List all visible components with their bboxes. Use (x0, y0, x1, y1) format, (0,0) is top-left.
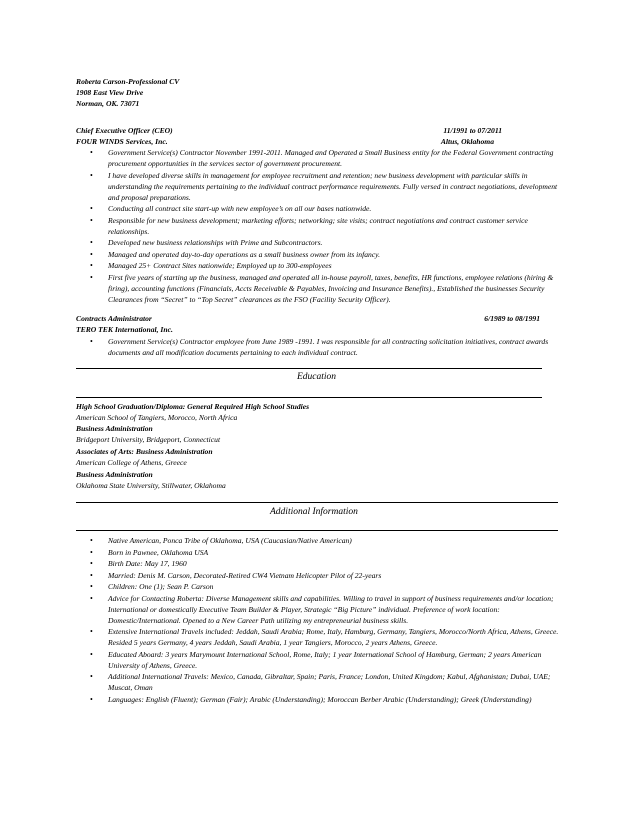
job2-company-row (76, 324, 540, 335)
bullet-icon: • (90, 261, 93, 270)
job2-bullets (76, 336, 560, 359)
job2-title-row (76, 313, 540, 324)
list-item: • Managed and operated day-to-day operations as a small business owner from its infancy. (90, 249, 381, 259)
resume-title: Roberta Carson-Professional CV (76, 77, 180, 86)
bullet-icon: • (90, 593, 93, 603)
list-item: • Children: One (1); Sean P. Carson (90, 582, 214, 591)
education-line: Oklahoma State University, Stillwater, Oklahoma (76, 481, 226, 490)
list-item: • Government Service(s) Contractor November 1991-2011. Managed and Operated a Small Business entity for the Federal Government contracting procurement opportunities in the services sector of government procurement. (90, 148, 554, 168)
list-item: • Born in Pawnee, Oklahoma USA (90, 547, 209, 557)
bullet-icon: • (90, 170, 93, 180)
job2-title: Contracts Administrator (76, 314, 152, 323)
list-item: • Conducting all contract site start-up with new employee’s on all our bases nationwide. (90, 204, 372, 213)
job1-company-row (76, 136, 540, 147)
bullet-icon: • (90, 649, 93, 659)
list-item: • Managed 25+ Contract Sites nationwide; Employed up to 300-employees (90, 261, 332, 270)
bullet-icon: • (90, 148, 93, 157)
list-item: • Government Service(s) Contractor employee from June 1989 -1991. I was responsible for all contracting solicitation initiatives, contract awards documents and all modification documents pertaining to each individual contract. (90, 337, 549, 357)
job2-company: TERO TEK International, Inc. (76, 325, 173, 334)
education-line: High School Graduation/Diploma: General Required High School Studies (76, 402, 310, 411)
list-item: • Languages: English (Fluent); German (Fair); Arabic (Understanding); Moroccan Berber Arabic (Understanding); Greek (Understanding) (90, 694, 532, 704)
job1-location: Altus, Oklahoma (440, 137, 494, 146)
education-line: Associates of Arts: Business Administration (76, 447, 213, 456)
job1-bullets (76, 147, 564, 305)
job1-title-row (76, 125, 540, 136)
education-line: Business Administration (76, 424, 153, 433)
section-divider (76, 368, 542, 369)
list-item: • Native American, Ponca Tribe of Oklahoma, USA (Caucasian/Native American) (90, 536, 352, 545)
list-item: • Developed new business relationships with Prime and Subcontractors. (90, 238, 323, 247)
list-item: • Educated Aboard: 3 years Marymount International School, Rome, Italy; 1 year International School of Hamburg, German; 2 years American University of Athens, Greece. (90, 649, 542, 670)
section-divider (76, 502, 558, 503)
bullet-icon: • (90, 627, 93, 636)
list-item: • Married: Denis M. Carson, Decorated-Retired CW4 Vietnam Helicopter Pilot of 22-years (90, 570, 382, 580)
job1-title: Chief Executive Officer (CEO) (76, 126, 173, 135)
additional-heading: Additional Information (270, 507, 358, 517)
bullet-icon: • (90, 570, 93, 580)
bullet-icon: • (90, 215, 93, 225)
education-line: Bridgeport University, Bridgeport, Connecticut (76, 435, 221, 444)
bullet-icon: • (90, 272, 93, 282)
list-item: • Extensive International Travels included: Jeddah, Saudi Arabia; Rome, Italy, Hamburg, Germany, Tangiers, Morocco/North Africa, Athens, Greece. Resided 5 years Germany, 4 years Jeddah, Saudi Arabia, 1 year Tangiers, Morocco, 2 years Athens, Greece. (90, 627, 559, 647)
bullet-icon: • (90, 204, 93, 213)
bullet-icon: • (90, 582, 93, 591)
list-item: • Additional International Travels: Mexico, Canada, Gibraltar, Spain; Paris, France; London, United Kingdom; Kabul, Afghanistan; Dubai, UAE; Muscat, Oman (90, 672, 551, 692)
job1-company: FOUR WINDS Services, Inc. (76, 137, 168, 146)
additional-bullets (76, 535, 562, 705)
address-line: 1908 East View Drive (76, 88, 144, 97)
list-item: • I have developed diverse skills in management for employee recruitment and retention; new business development with particular skills in understanding the requirements pertaining to the individual contract performance requirements. Fully versed in contract negotiations, development and proposal preparations. (90, 170, 558, 202)
section-divider (76, 397, 542, 398)
bullet-icon: • (90, 559, 93, 568)
bullet-icon: • (90, 547, 93, 557)
job2-dates: 6/1989 to 08/1991 (484, 314, 540, 323)
job1-dates: 11/1991 to 07/2011 (443, 126, 502, 135)
section-divider (76, 530, 558, 531)
education-line: American College of Athens, Greece (76, 458, 187, 467)
bullet-icon: • (90, 337, 93, 346)
education-line: Business Administration (76, 470, 153, 479)
list-item: • Advice for Contacting Roberta: Diverse Management skills and capabilities. Willing to travel in support of business requirements and/or location; International or domestically Executive Team Builder & Player, Strategic “Big Picture” individual. Preference of work location: Domestic/International. Opened to a New Career Path utilizing my entrepreneurial business skills. (90, 593, 554, 625)
list-item: • Responsible for new business development; marketing efforts; networking; site visits; contract negotiations and contract customer service relationships. (90, 215, 528, 236)
bullet-icon: • (90, 672, 93, 681)
city-line: Norman, OK. 73071 (76, 99, 140, 108)
bullet-icon: • (90, 238, 93, 247)
bullet-icon: • (90, 536, 93, 545)
list-item: • First five years of starting up the business, managed and operated all in-house payroll, taxes, benefits, HR functions, employee relations (hiring & firing), accounting functions (Financials, Accts Receivable & Payables, Invoicing and Insurance Benefits)., Established the businesses Security Clearances from “Secret” to “Top Secret” clearances as the FSO (Facility Security Officer). (90, 272, 554, 304)
education-heading: Education (297, 372, 337, 382)
bullet-icon: • (90, 249, 93, 259)
education-line: American School of Tangiers, Morocco, North Africa (76, 413, 238, 422)
bullet-icon: • (90, 694, 93, 704)
list-item: • Birth Date: May 17, 1960 (90, 559, 187, 568)
